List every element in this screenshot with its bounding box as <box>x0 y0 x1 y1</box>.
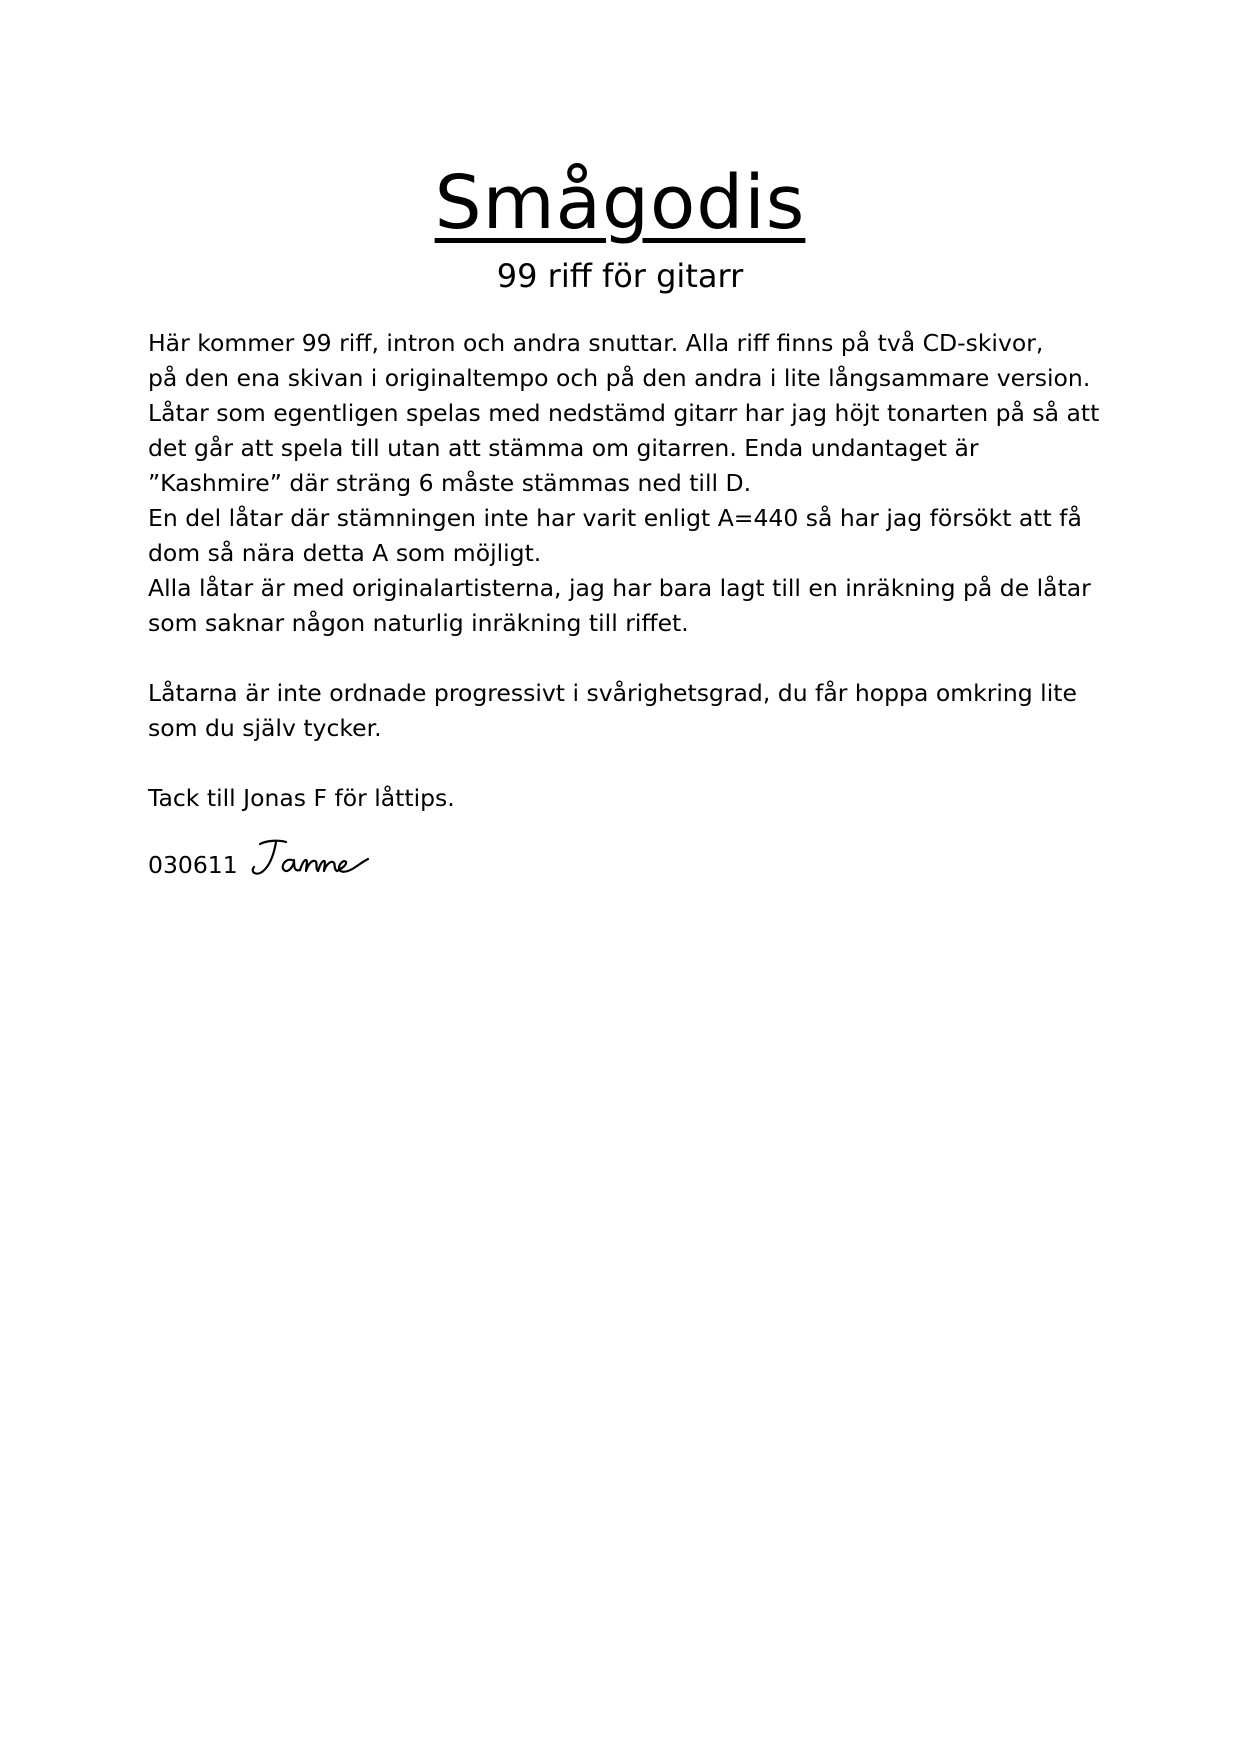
text-line: Låtar som egentligen spelas med nedstämd gitarr har jag höjt tonarten på så att <box>148 399 1100 427</box>
document-subtitle: 99 riff för gitarr <box>496 257 744 295</box>
text-line: på den ena skivan i originaltempo och på den andra i lite långsammare version. <box>148 364 1091 392</box>
signature-row <box>148 846 1108 886</box>
document-body <box>148 326 1108 886</box>
text-line: det går att spela till utan att stämma om gitarren. Enda undantaget är <box>148 434 979 462</box>
text-line: Låtarna är inte ordnade progressivt i svårighetsgrad, du får hoppa omkring lite <box>148 679 1077 707</box>
paragraph-gap <box>148 641 1108 676</box>
text-line: Alla låtar är med originalartisterna, jag har bara lagt till en inräkning på de låtar <box>148 574 1091 602</box>
date: 030611 <box>148 851 238 879</box>
handwritten-signature <box>246 834 371 882</box>
text-line: Här kommer 99 riff, intron och andra snuttar. Alla riff finns på två CD-skivor, <box>148 329 1044 357</box>
text-line: som du själv tycker. <box>148 714 382 742</box>
paragraph-gap <box>148 746 1108 781</box>
document-title: Smågodis <box>434 160 806 246</box>
text-line: dom så nära detta A som möjligt. <box>148 539 542 567</box>
thanks-line: Tack till Jonas F för låttips. <box>148 784 455 812</box>
text-line: som saknar någon naturlig inräkning till riffet. <box>148 609 689 637</box>
text-line: ”Kashmire” där sträng 6 måste stämmas ned till D. <box>148 469 752 497</box>
text-line: En del låtar där stämningen inte har varit enligt A=440 så har jag försökt att få <box>148 504 1082 532</box>
